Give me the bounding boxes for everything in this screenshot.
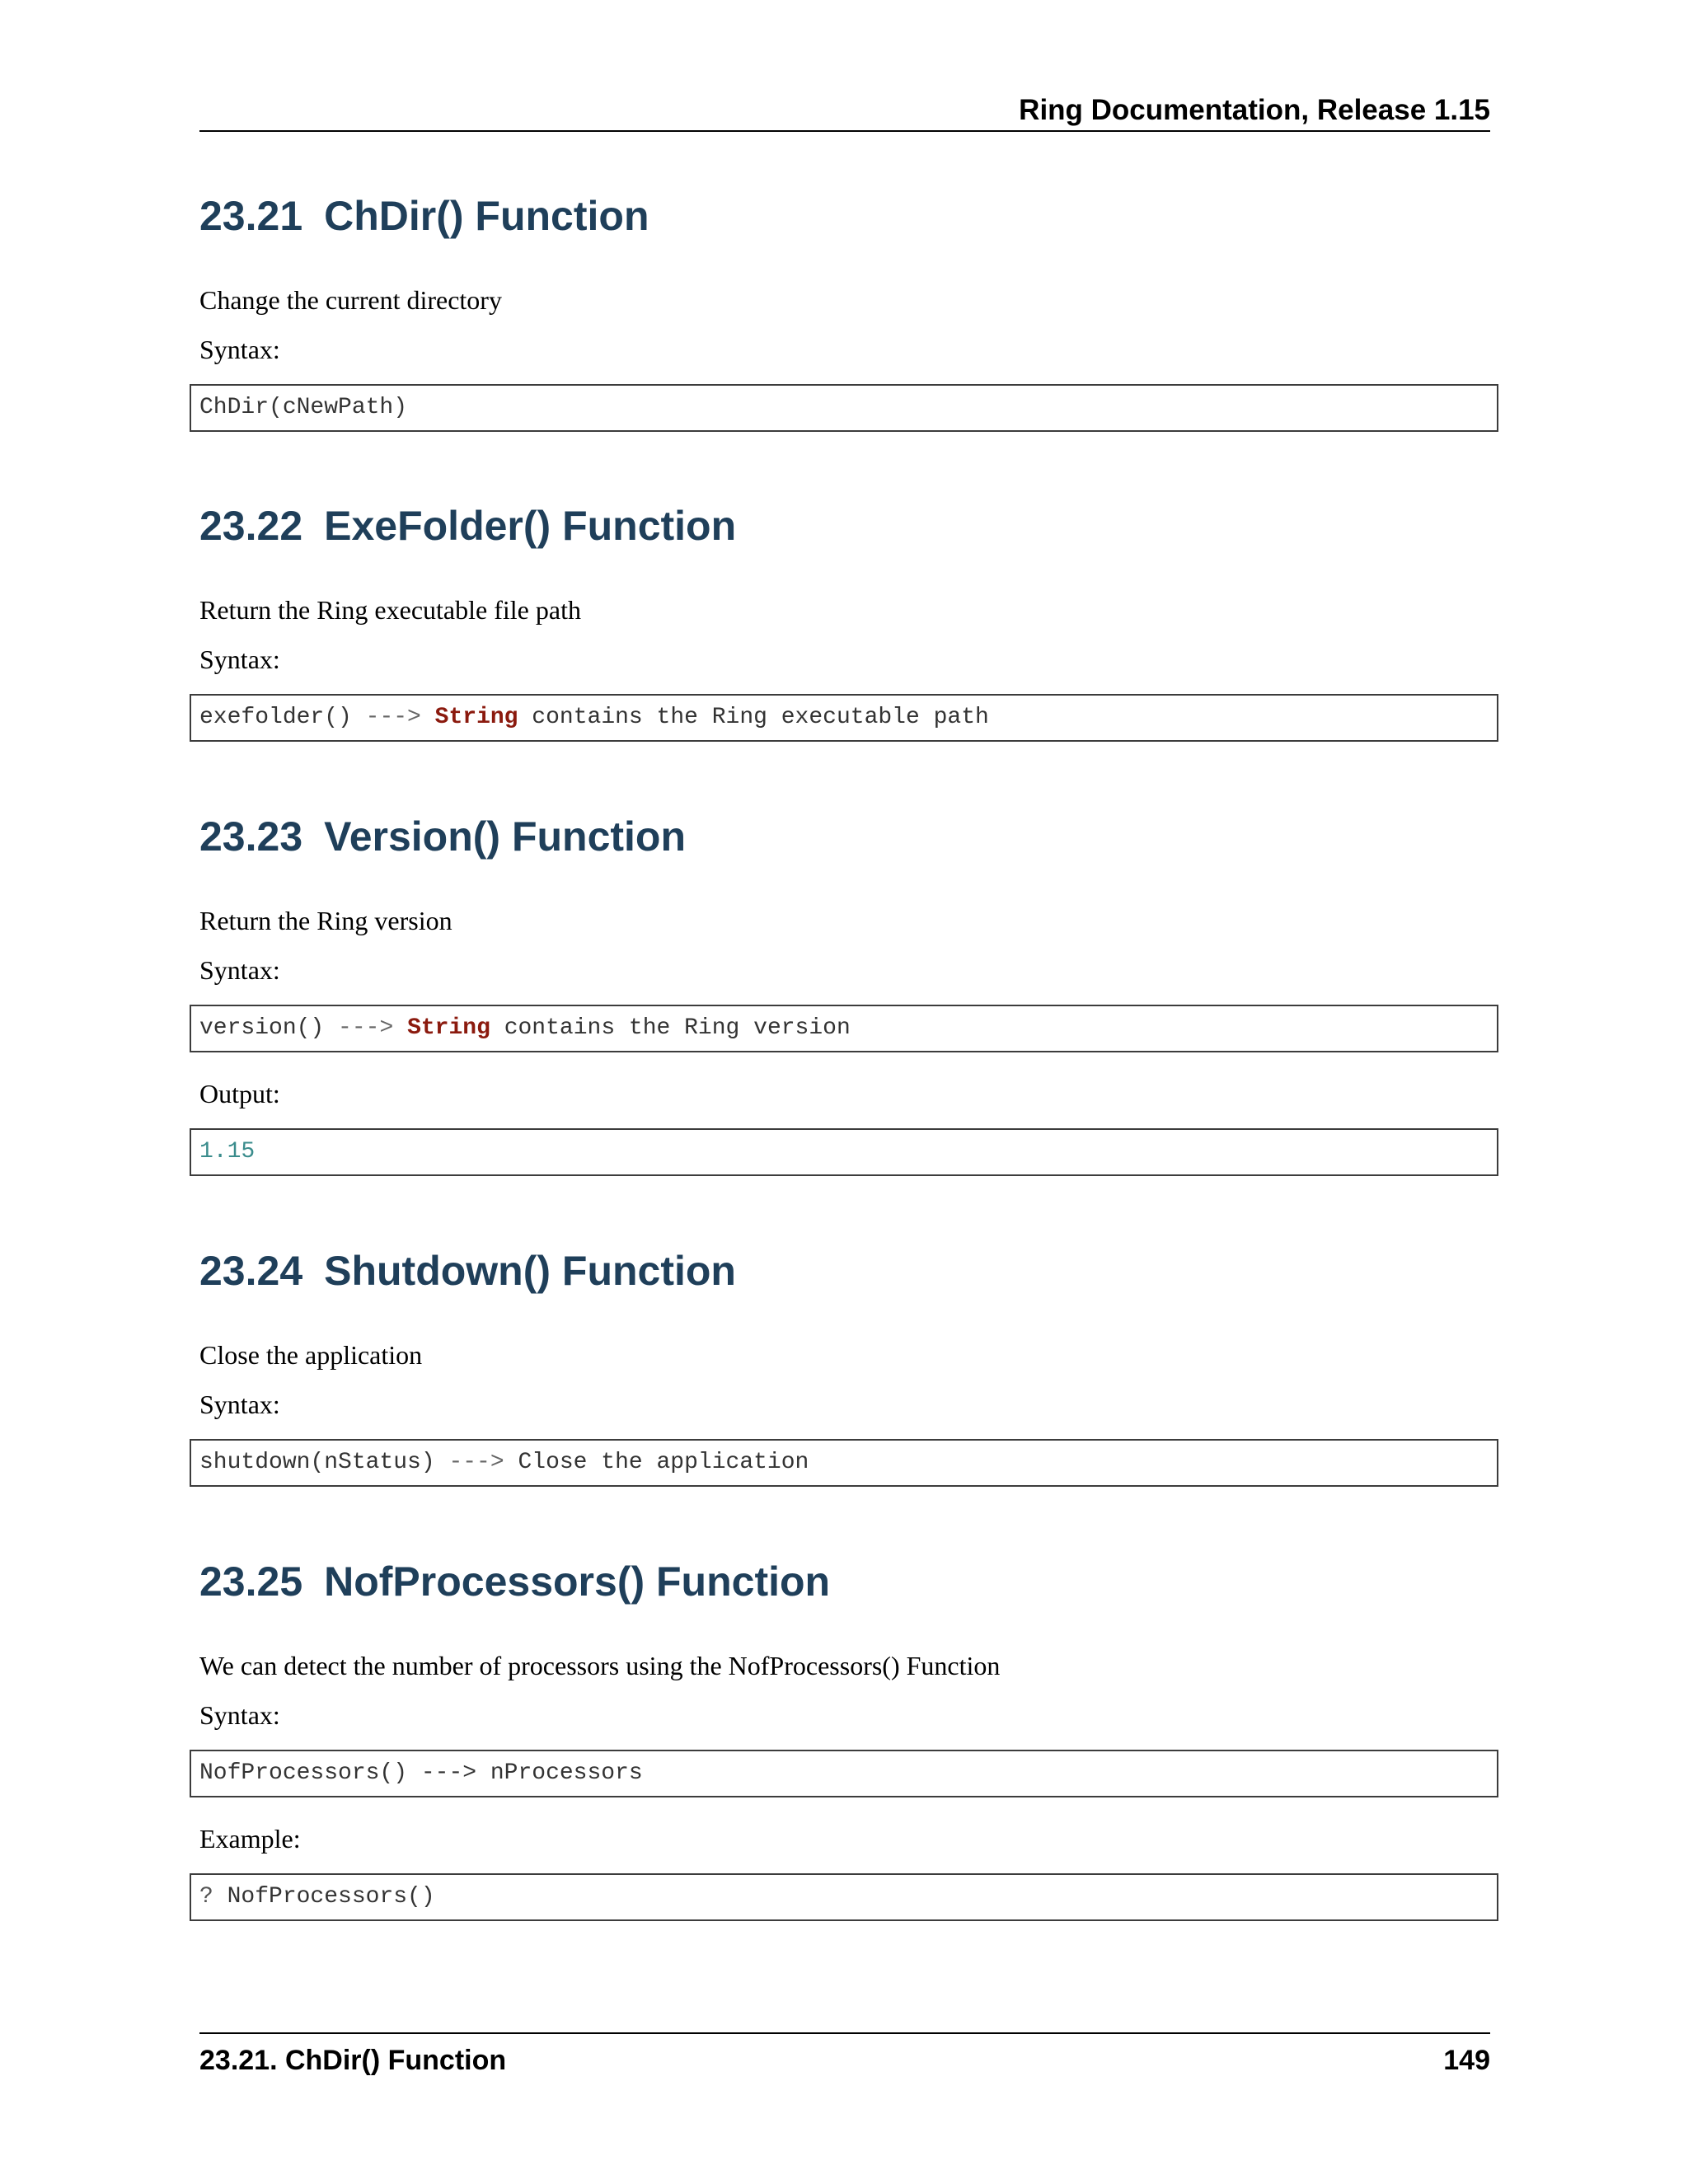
section-number: 23.21 (199, 193, 303, 239)
page-header (199, 91, 1490, 132)
section-description: Return the Ring executable file path (199, 595, 581, 625)
output-code-block (190, 1128, 1498, 1176)
syntax-code-block (190, 384, 1498, 432)
section-description: Return the Ring version (199, 906, 452, 935)
code-rest: NofProcessors() (213, 1884, 435, 1910)
section-title: ExeFolder() Function (324, 503, 737, 549)
code-text: NofProcessors() ---> nProcessors (199, 1760, 643, 1786)
header-title: Ring Documentation, Release 1.15 (1019, 94, 1490, 126)
code-operator: ? (199, 1884, 213, 1910)
code-arrow: ---> (448, 1450, 504, 1475)
section-number: 23.24 (199, 1248, 303, 1294)
section-number: 23.23 (199, 813, 303, 860)
code-text: ChDir(cNewPath) (199, 395, 408, 420)
section-nofprocessors (199, 1557, 1490, 1910)
page-footer (199, 2032, 1490, 2076)
section-description: Close the application (199, 1340, 423, 1370)
section-description: We can detect the number of processors using the NofProcessors() Function (199, 1651, 1001, 1680)
section-heading (199, 1557, 1490, 1606)
section-title: Version() Function (324, 813, 687, 860)
section-title: Shutdown() Function (324, 1248, 736, 1294)
code-suffix: contains the Ring version (490, 1015, 851, 1041)
section-chdir (199, 191, 1490, 420)
footer-section-ref: 23.21. ChDir() Function (199, 2045, 507, 2076)
section-title: ChDir() Function (324, 193, 649, 239)
section-heading (199, 812, 1490, 861)
output-label: Output: (199, 1079, 280, 1108)
section-number: 23.25 (199, 1558, 303, 1605)
syntax-label: Syntax: (199, 335, 280, 364)
code-arrow: ---> (365, 705, 421, 730)
syntax-label: Syntax: (199, 644, 280, 674)
output-value: 1.15 (199, 1139, 256, 1165)
code-prefix: shutdown(nStatus) (199, 1450, 449, 1475)
section-heading (199, 191, 1490, 241)
code-suffix: Close the application (504, 1450, 809, 1475)
section-description: Change the current directory (199, 285, 502, 315)
code-prefix: version() (199, 1015, 339, 1041)
code-prefix: exefolder() (199, 705, 366, 730)
section-version (199, 812, 1490, 1165)
syntax-code-block (190, 694, 1498, 742)
section-heading (199, 501, 1490, 551)
syntax-code-block (190, 1005, 1498, 1052)
section-shutdown (199, 1246, 1490, 1475)
syntax-label: Syntax: (199, 1700, 280, 1730)
example-label: Example: (199, 1824, 301, 1854)
code-suffix: contains the Ring executable path (518, 705, 989, 730)
section-number: 23.22 (199, 503, 303, 549)
code-keyword: String (434, 705, 518, 730)
code-keyword: String (407, 1015, 490, 1041)
example-code-block (190, 1873, 1498, 1921)
code-arrow: ---> (338, 1015, 394, 1041)
syntax-code-block (190, 1439, 1498, 1487)
syntax-label: Syntax: (199, 955, 280, 985)
section-heading (199, 1246, 1490, 1296)
footer-page-number: 149 (1443, 2045, 1490, 2076)
syntax-label: Syntax: (199, 1390, 280, 1419)
section-title: NofProcessors() Function (324, 1558, 831, 1605)
section-exefolder (199, 501, 1490, 730)
syntax-code-block (190, 1750, 1498, 1797)
